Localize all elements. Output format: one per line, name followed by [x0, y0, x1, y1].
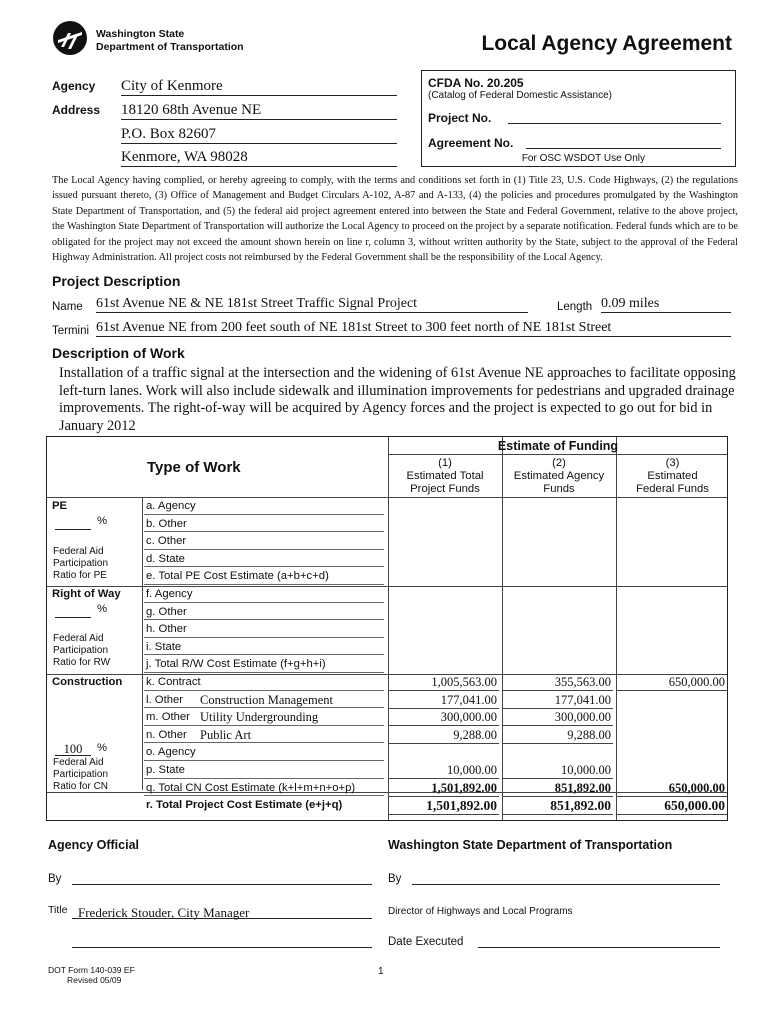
termini-label: Termini [52, 325, 90, 337]
form-number: DOT Form 140-039 EF [48, 965, 135, 975]
cell-c3[interactable]: 650,000.00 [616, 675, 727, 691]
project-termini: 61st Avenue NE from 200 feet south of NE 181st Street to 300 feet north of NE 181st Street [96, 320, 731, 337]
row-other-description: Utility Undergrounding [200, 710, 319, 725]
wsdot-by-label: By [388, 873, 402, 885]
row-label-underline [144, 690, 384, 691]
cell-c2[interactable]: 10,000.00 [502, 763, 613, 779]
row-label-underline [144, 531, 384, 532]
row-label: m. Other [146, 711, 190, 724]
blank-line [72, 947, 372, 948]
cell-c1[interactable]: 1,005,563.00 [388, 675, 499, 691]
rw-ratio-line2: Participation [53, 645, 109, 656]
col2-header [502, 457, 616, 496]
cell-c2[interactable]: 851,892.00 [502, 798, 613, 815]
pe-label: PE [52, 500, 68, 512]
table-divider [142, 497, 143, 790]
cell-c1[interactable]: 1,501,892.00 [388, 798, 499, 815]
estimate-heading: Estimate of Funding [497, 439, 619, 453]
row-label-underline [144, 654, 384, 655]
description-of-work-text: Installation of a traffic signal at the intersection and the widening of 61st Avenue NE approaches to facilitate opposing left-turn lanes. Work will also include sidewalk and illumination improvements for pedestrians and upgraded drainage improvements. The right-of-way will be acquired by Agency forces and the project is expected to go out for bid in January 2012 [59, 365, 736, 434]
col1-number: (1) [438, 457, 452, 469]
agency-label: Agency [52, 79, 96, 93]
cell-c2[interactable]: 9,288.00 [502, 728, 613, 744]
wsdot-logo [52, 20, 88, 56]
pe-ratio-label [53, 546, 108, 582]
intro-paragraph: The Local Agency having complied, or hereby agreeing to comply, with the terms and conditions set forth in (1) Title 23, U.S. Code Highways, (2) the regulations issued pursuant thereto, (3) Office of Management and Budget Circulars A-102, A-87 and A-133, (4) the policies and procedures promulgated by the Washington State Department of Transportation, and (5) the federal aid project agreement entered into between the State and Federal Government, relative to the above project, the Washington State Department of Transportation will authorize the Local Agency to proceed on the project by a separate notification. Federal funds which are to be obligated for the project may not exceed the amount shown herein on line r, column 3, without written authority by the State, subject to the approval of the Federal Highway Administration. All project costs not reimbursed by the Federal Government shall be the responsibility of the Local Agency. [52, 175, 738, 264]
pe-percent-field[interactable] [55, 517, 91, 530]
cn-ratio-line3: Ratio for CN [53, 781, 109, 792]
row-label: c. Other [146, 535, 187, 548]
row-label: o. Agency [146, 746, 196, 759]
row-label-underline [144, 778, 384, 779]
row-label: d. State [146, 552, 185, 565]
page-number: 1 [378, 966, 384, 977]
row-label-underline [144, 619, 384, 620]
table-divider [47, 586, 727, 587]
row-label-underline [144, 549, 384, 550]
row-label: l. Other [146, 693, 184, 706]
rw-label: Right of Way [52, 588, 121, 600]
agency-official-heading: Agency Official [48, 838, 139, 852]
project-name: 61st Avenue NE & NE 181st Street Traffic Signal Project [96, 296, 528, 313]
cn-ratio-label [53, 757, 108, 793]
cell-c1[interactable]: 177,041.00 [388, 693, 499, 709]
row-label: j. Total R/W Cost Estimate (f+g+h+i) [146, 658, 326, 671]
cell-c1[interactable]: 1,501,892.00 [388, 781, 499, 797]
cell-c3[interactable]: 650,000.00 [616, 781, 727, 797]
title-value: Frederick Stouder, City Manager [78, 905, 250, 920]
table-divider [47, 497, 727, 498]
project-description-heading: Project Description [52, 273, 181, 289]
col3-title: Estimated [647, 470, 698, 482]
rw-percent-sign: % [97, 603, 108, 615]
form-revised: Revised 05/09 [67, 975, 122, 985]
org-name-line2: Department of Transportation [96, 41, 244, 53]
document-title: Local Agency Agreement [481, 32, 732, 55]
cn-percent-sign: % [97, 742, 108, 754]
row-label: e. Total PE Cost Estimate (a+b+c+d) [146, 570, 329, 583]
project-no-label: Project No. [428, 111, 492, 125]
osc-use-note: For OSC WSDOT Use Only [521, 153, 645, 164]
agreement-no-field[interactable] [526, 148, 721, 149]
cn-percent-field[interactable]: 100 [55, 742, 91, 756]
cfda-number: CFDA No. 20.205 [428, 76, 524, 90]
col3-header [616, 457, 729, 496]
cn-ratio-line1: Federal Aid [53, 757, 104, 768]
rw-ratio-label [53, 633, 110, 669]
row-label-underline [144, 760, 384, 761]
project-length: 0.09 miles [601, 296, 731, 313]
agreement-no-label: Agreement No. [428, 136, 514, 150]
wsdot-signature-line[interactable] [412, 884, 720, 885]
col2-title: Estimated Agency [513, 470, 605, 482]
row-label-underline [144, 602, 384, 603]
rw-percent-field[interactable] [55, 605, 91, 618]
row-label: r. Total Project Cost Estimate (e+j+q) [146, 799, 343, 812]
row-other-description: Construction Management [200, 692, 333, 707]
length-label: Length [557, 301, 593, 313]
project-no-field[interactable] [508, 123, 721, 124]
wsdot-heading: Washington State Department of Transportation [388, 838, 673, 852]
cell-c2[interactable]: 851,892.00 [502, 781, 613, 797]
col1-title: Estimated Total [406, 470, 484, 482]
row-label: a. Agency [146, 500, 196, 512]
row-label-underline [144, 566, 384, 567]
date-executed-line[interactable] [478, 947, 720, 948]
row-label-underline [144, 742, 384, 743]
cell-c1[interactable]: 300,000.00 [388, 710, 499, 726]
cell-c2[interactable]: 300,000.00 [502, 710, 613, 726]
cell-c1[interactable]: 10,000.00 [388, 763, 499, 779]
cell-c2[interactable]: 177,041.00 [502, 693, 613, 709]
row-label-underline [144, 637, 384, 638]
cell-c2[interactable]: 355,563.00 [502, 675, 613, 691]
table-divider [388, 454, 727, 455]
row-label-underline [144, 672, 384, 673]
address-line-3: Kenmore, WA 98028 [121, 149, 397, 167]
title-line [72, 918, 372, 919]
row-label: k. Contract [146, 676, 201, 688]
row-label: f. Agency [146, 588, 193, 600]
cfda-box [421, 70, 736, 167]
cfda-catalog: (Catalog of Federal Domestic Assistance) [428, 90, 612, 101]
address-line-1: 18120 68th Avenue NE [121, 102, 397, 120]
col2-number: (2) [552, 457, 566, 469]
row-label-underline [144, 514, 384, 515]
cell-c1[interactable]: 9,288.00 [388, 728, 499, 744]
col2-sub: Funds [543, 483, 575, 495]
title-label: Title [48, 904, 68, 916]
row-label: q. Total CN Cost Estimate (k+l+m+n+o+p) [146, 781, 356, 794]
cell-c3[interactable]: 650,000.00 [616, 798, 727, 815]
agency-value: City of Kenmore [121, 78, 397, 96]
col3-number: (3) [665, 457, 680, 469]
row-label: p. State [146, 764, 185, 776]
row-label: b. Other [146, 517, 187, 530]
director-label: Director of Highways and Local Programs [388, 906, 573, 917]
row-label-underline [144, 584, 384, 585]
rw-ratio-line1: Federal Aid [53, 633, 104, 644]
address-label: Address [52, 103, 101, 117]
cn-label: Construction [52, 676, 123, 688]
col1-sub: Project Funds [410, 483, 480, 495]
agency-signature-line[interactable] [72, 884, 372, 885]
pe-percent-sign: % [97, 515, 108, 527]
org-name-line1: Washington State [96, 28, 185, 40]
row-label: g. Other [146, 605, 187, 618]
row-label-underline [144, 795, 384, 796]
cn-ratio-line2: Participation [53, 769, 109, 780]
row-other-description: Public Art [200, 727, 252, 742]
date-executed-label: Date Executed [388, 936, 464, 948]
pe-ratio-line3: Ratio for PE [53, 570, 107, 581]
row-label: h. Other [146, 623, 187, 636]
type-of-work-heading: Type of Work [147, 459, 241, 476]
col1-header [388, 457, 502, 496]
pe-ratio-line1: Federal Aid [53, 546, 104, 557]
col3-sub: Federal Funds [636, 483, 709, 495]
funding-estimate-table [46, 436, 728, 821]
agency-by-label: By [48, 873, 62, 885]
description-of-work-heading: Description of Work [52, 345, 185, 361]
name-label: Name [52, 301, 83, 313]
row-label: n. Other [146, 728, 187, 741]
rw-ratio-line3: Ratio for RW [53, 657, 111, 668]
pe-ratio-line2: Participation [53, 558, 109, 569]
address-line-2: P.O. Box 82607 [121, 126, 397, 144]
row-label: i. State [146, 640, 182, 653]
